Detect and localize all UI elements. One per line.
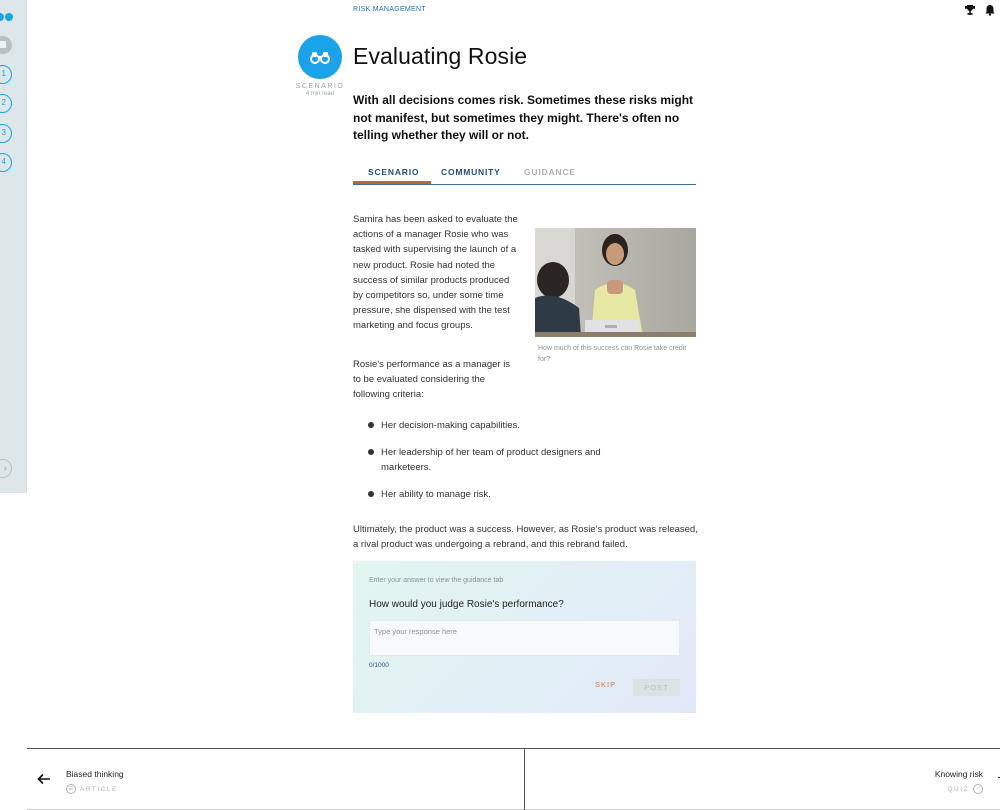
answer-hint: Enter your answer to view the guidance tab [369,577,504,584]
tab-bar [353,163,696,185]
criteria-list [368,418,648,514]
home-icon[interactable] [0,36,12,54]
list-item: Her ability to manage risk. [368,487,648,502]
next-item-link[interactable] [525,749,1000,810]
tab-scenario[interactable]: SCENARIO [368,167,420,177]
answer-panel [353,561,696,713]
arrow-left-icon [37,773,51,785]
tab-guidance: GUIDANCE [524,167,576,177]
rail-step-1[interactable]: 1 [0,65,12,84]
previous-item-title: Biased thinking [66,769,124,779]
previous-item-type [66,784,118,794]
previous-item-type-label: ARTICLE [80,785,118,793]
list-item: Her decision-making capabilities. [368,418,648,433]
next-item-type-label: QUIZ [947,785,969,793]
lead-paragraph: With all decisions comes risk. Sometimes these risks might not manifest, but sometimes they might. There's often no telling whether they will or not. [353,93,694,142]
answer-question: How would you judge Rosie's performance? [369,599,564,610]
skip-button[interactable]: SKIP [595,680,617,689]
article-paragraph-3: Ultimately, the product was a success. However, as Rosie's product was released, a rival product was undergoing a rebrand, and this rebrand failed. [353,524,698,551]
image-caption: How much of this success can Rosie take credit for? [538,345,687,363]
category-breadcrumb[interactable]: RISK MANAGEMENT [353,6,426,13]
rail-step-4[interactable]: 4 [0,153,12,172]
binoculars-icon [309,50,331,64]
left-rail [0,0,27,493]
article-circle-icon: ☰ [66,784,76,794]
logo[interactable] [0,8,16,18]
content-type-label: SCENARIO [295,83,345,90]
active-tab-indicator [353,181,431,184]
article-paragraph-1: Samira has been asked to evaluate the actions of a manager Rosie who was tasked with supervising the launch of a new product. Rosie had noted the success of similar products produced by competitors so, under some time pressure, she dispensed with the test marketing and focus groups. [353,214,518,332]
previous-item-link[interactable] [27,749,524,810]
footer-navigation [27,748,1000,810]
bell-icon[interactable] [984,4,996,16]
next-item-title: Knowing risk [934,769,983,779]
character-counter: 0/1000 [369,662,389,669]
scenario-badge [298,35,342,79]
tab-community[interactable]: COMMUNITY [441,167,501,177]
response-input[interactable] [369,620,680,656]
list-item: Her leadership of her team of product designers and marketeers. [368,445,648,475]
next-item-type [947,784,983,794]
page-title: Evaluating Rosie [353,43,528,69]
read-time: 4 min read [305,91,335,97]
rail-step-2[interactable]: 2 [0,94,12,113]
scenario-photo [535,228,696,337]
article-paragraph-2: Rosie's performance as a manager is to be evaluated considering the following criteria: [353,359,511,401]
top-icons [964,4,996,16]
rail-step-3[interactable]: 3 [0,124,12,143]
expand-rail-button[interactable]: › [0,459,12,478]
trophy-icon[interactable] [964,4,976,16]
check-circle-icon: ✓ [973,784,983,794]
post-button[interactable]: POST [633,679,680,696]
